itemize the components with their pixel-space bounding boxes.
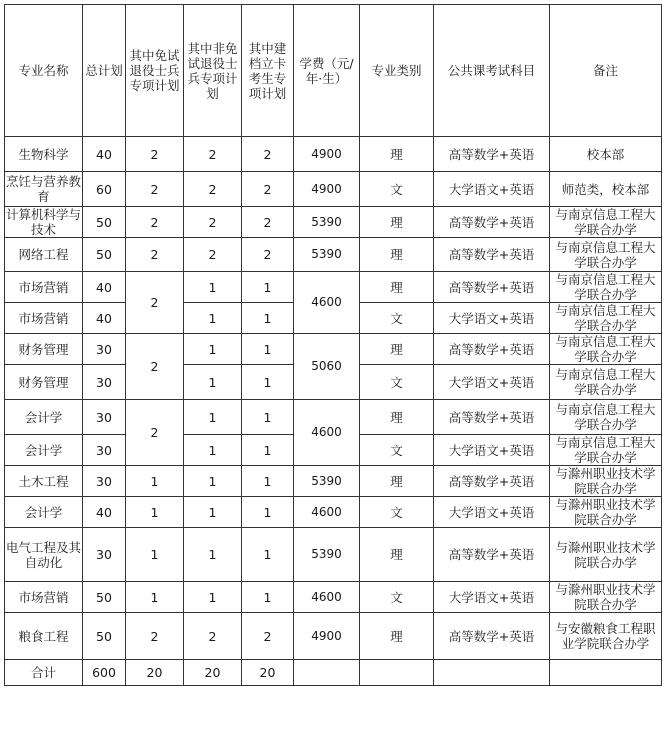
cell-exempt: 2 xyxy=(126,137,184,172)
cell-remark: 与南京信息工程大学联合办学 xyxy=(550,303,662,334)
cell-total: 60 xyxy=(83,172,126,207)
cell-subjects: 大学语文+英语 xyxy=(434,303,550,334)
cell-total: 40 xyxy=(83,497,126,528)
header-category: 专业类别 xyxy=(360,5,434,137)
cell-remark: 与南京信息工程大学联合办学 xyxy=(550,365,662,400)
cell-subjects: 高等数学+英语 xyxy=(434,466,550,497)
cell-major: 土木工程 xyxy=(5,466,83,497)
cell-total: 40 xyxy=(83,303,126,334)
cell-exempt: 2 xyxy=(126,613,184,660)
cell-poverty: 1 xyxy=(242,497,294,528)
cell-exempt: 1 xyxy=(126,582,184,613)
cell-poverty: 2 xyxy=(242,613,294,660)
table-row xyxy=(5,272,662,303)
cell-category: 理 xyxy=(360,528,434,582)
cell-subjects: 大学语文+英语 xyxy=(434,497,550,528)
cell-subjects: 大学语文+英语 xyxy=(434,365,550,400)
cell-nonexempt: 1 xyxy=(184,582,242,613)
cell-subjects: 大学语文+英语 xyxy=(434,582,550,613)
cell-major: 会计学 xyxy=(5,400,83,435)
header-fee: 学费（元/年·生） xyxy=(294,5,360,137)
cell-exempt: 2 xyxy=(126,400,184,466)
cell-remark: 与滁州职业技术学院联合办学 xyxy=(550,466,662,497)
cell-exempt: 1 xyxy=(126,466,184,497)
cell-major: 网络工程 xyxy=(5,238,83,272)
total-nonexempt: 20 xyxy=(184,660,242,686)
cell-major: 粮食工程 xyxy=(5,613,83,660)
table-row xyxy=(5,207,662,238)
cell-nonexempt: 1 xyxy=(184,528,242,582)
cell-remark: 与南京信息工程大学联合办学 xyxy=(550,207,662,238)
table-row xyxy=(5,137,662,172)
cell-poverty: 2 xyxy=(242,207,294,238)
cell-poverty: 1 xyxy=(242,400,294,435)
cell-subjects: 高等数学+英语 xyxy=(434,238,550,272)
cell-poverty: 1 xyxy=(242,272,294,303)
cell-total: 30 xyxy=(83,466,126,497)
header-exempt-veteran: 其中免试退役士兵专项计划 xyxy=(126,5,184,137)
cell-subjects: 高等数学+英语 xyxy=(434,613,550,660)
table-row xyxy=(5,172,662,207)
cell-remark: 师范类，校本部 xyxy=(550,172,662,207)
cell-fee: 4600 xyxy=(294,400,360,466)
cell-nonexempt: 1 xyxy=(184,334,242,365)
cell-nonexempt: 1 xyxy=(184,400,242,435)
cell-category: 理 xyxy=(360,137,434,172)
cell-poverty: 2 xyxy=(242,137,294,172)
cell-nonexempt: 2 xyxy=(184,207,242,238)
header-major: 专业名称 xyxy=(5,5,83,137)
cell-exempt: 2 xyxy=(126,334,184,400)
cell-nonexempt: 1 xyxy=(184,466,242,497)
cell-nonexempt: 2 xyxy=(184,613,242,660)
cell-exempt: 2 xyxy=(126,207,184,238)
cell-nonexempt: 1 xyxy=(184,365,242,400)
cell-poverty: 2 xyxy=(242,238,294,272)
cell-subjects: 高等数学+英语 xyxy=(434,272,550,303)
cell-subjects: 高等数学+英语 xyxy=(434,207,550,238)
total-fee xyxy=(294,660,360,686)
cell-major: 电气工程及其自动化 xyxy=(5,528,83,582)
header-subjects: 公共课考试科目 xyxy=(434,5,550,137)
table-row xyxy=(5,466,662,497)
cell-nonexempt: 2 xyxy=(184,172,242,207)
cell-category: 文 xyxy=(360,303,434,334)
table-row xyxy=(5,613,662,660)
cell-nonexempt: 1 xyxy=(184,303,242,334)
total-plan: 600 xyxy=(83,660,126,686)
total-subjects xyxy=(434,660,550,686)
cell-total: 50 xyxy=(83,613,126,660)
enrollment-plan-table xyxy=(4,4,662,686)
cell-fee: 5390 xyxy=(294,238,360,272)
cell-category: 文 xyxy=(360,497,434,528)
cell-total: 30 xyxy=(83,435,126,466)
cell-total: 40 xyxy=(83,137,126,172)
table-row xyxy=(5,334,662,365)
table-row xyxy=(5,238,662,272)
cell-poverty: 1 xyxy=(242,303,294,334)
cell-major: 生物科学 xyxy=(5,137,83,172)
cell-category: 文 xyxy=(360,365,434,400)
cell-fee: 5390 xyxy=(294,528,360,582)
cell-remark: 与滁州职业技术学院联合办学 xyxy=(550,528,662,582)
cell-subjects: 高等数学+英语 xyxy=(434,137,550,172)
cell-total: 50 xyxy=(83,207,126,238)
cell-exempt: 2 xyxy=(126,272,184,334)
cell-total: 40 xyxy=(83,272,126,303)
cell-poverty: 1 xyxy=(242,365,294,400)
cell-poverty: 1 xyxy=(242,528,294,582)
cell-nonexempt: 1 xyxy=(184,497,242,528)
cell-category: 理 xyxy=(360,334,434,365)
cell-total: 50 xyxy=(83,238,126,272)
cell-nonexempt: 1 xyxy=(184,272,242,303)
cell-subjects: 高等数学+英语 xyxy=(434,400,550,435)
cell-exempt: 1 xyxy=(126,497,184,528)
cell-category: 理 xyxy=(360,400,434,435)
cell-fee: 4900 xyxy=(294,137,360,172)
cell-subjects: 大学语文+英语 xyxy=(434,435,550,466)
cell-fee: 4600 xyxy=(294,497,360,528)
cell-major: 会计学 xyxy=(5,435,83,466)
cell-total: 30 xyxy=(83,334,126,365)
cell-remark: 与滁州职业技术学院联合办学 xyxy=(550,497,662,528)
total-label: 合计 xyxy=(5,660,83,686)
cell-nonexempt: 2 xyxy=(184,137,242,172)
cell-fee: 5390 xyxy=(294,466,360,497)
cell-total: 50 xyxy=(83,582,126,613)
cell-category: 理 xyxy=(360,238,434,272)
cell-category: 理 xyxy=(360,207,434,238)
header-remark: 备注 xyxy=(550,5,662,137)
cell-subjects: 高等数学+英语 xyxy=(434,334,550,365)
total-exempt: 20 xyxy=(126,660,184,686)
cell-fee: 5060 xyxy=(294,334,360,400)
cell-remark: 与南京信息工程大学联合办学 xyxy=(550,238,662,272)
total-remark xyxy=(550,660,662,686)
cell-remark: 与南京信息工程大学联合办学 xyxy=(550,400,662,435)
cell-poverty: 1 xyxy=(242,582,294,613)
table-row xyxy=(5,400,662,435)
cell-total: 30 xyxy=(83,400,126,435)
cell-major: 市场营销 xyxy=(5,582,83,613)
cell-category: 理 xyxy=(360,466,434,497)
cell-total: 30 xyxy=(83,365,126,400)
cell-nonexempt: 1 xyxy=(184,435,242,466)
cell-remark: 与南京信息工程大学联合办学 xyxy=(550,334,662,365)
cell-fee: 4900 xyxy=(294,172,360,207)
total-poverty: 20 xyxy=(242,660,294,686)
cell-category: 文 xyxy=(360,172,434,207)
cell-fee: 4600 xyxy=(294,582,360,613)
cell-major: 市场营销 xyxy=(5,303,83,334)
cell-fee: 4900 xyxy=(294,613,360,660)
cell-total: 30 xyxy=(83,528,126,582)
cell-fee: 4600 xyxy=(294,272,360,334)
cell-subjects: 大学语文+英语 xyxy=(434,172,550,207)
table-row xyxy=(5,582,662,613)
cell-category: 理 xyxy=(360,613,434,660)
cell-major: 市场营销 xyxy=(5,272,83,303)
total-row xyxy=(5,660,662,686)
cell-poverty: 2 xyxy=(242,172,294,207)
cell-exempt: 2 xyxy=(126,172,184,207)
cell-exempt: 2 xyxy=(126,238,184,272)
cell-exempt: 1 xyxy=(126,528,184,582)
cell-major: 计算机科学与技术 xyxy=(6,207,82,237)
cell-major: 烹饪与营养教育 xyxy=(5,172,83,207)
cell-poverty: 1 xyxy=(242,466,294,497)
cell-subjects: 高等数学+英语 xyxy=(434,528,550,582)
header-row xyxy=(5,5,662,137)
cell-fee: 5390 xyxy=(294,207,360,238)
cell-remark: 与南京信息工程大学联合办学 xyxy=(550,272,662,303)
cell-remark: 校本部 xyxy=(550,137,662,172)
header-poverty: 其中建档立卡考生专项计划 xyxy=(242,5,294,137)
cell-category: 文 xyxy=(360,435,434,466)
cell-remark: 与南京信息工程大学联合办学 xyxy=(550,435,662,466)
table-row xyxy=(5,528,662,582)
cell-remark: 与滁州职业技术学院联合办学 xyxy=(550,582,662,613)
header-total: 总计划 xyxy=(83,5,126,137)
cell-nonexempt: 2 xyxy=(184,238,242,272)
cell-category: 文 xyxy=(360,582,434,613)
cell-major: 财务管理 xyxy=(5,365,83,400)
cell-remark: 与安徽粮食工程职业学院联合办学 xyxy=(550,613,662,660)
cell-major: 财务管理 xyxy=(5,334,83,365)
cell-category: 理 xyxy=(360,272,434,303)
header-non-exempt-veteran: 其中非免试退役士兵专项计划 xyxy=(184,5,242,137)
total-category xyxy=(360,660,434,686)
cell-poverty: 1 xyxy=(242,334,294,365)
cell-poverty: 1 xyxy=(242,435,294,466)
table-row xyxy=(5,497,662,528)
cell-major: 会计学 xyxy=(5,497,83,528)
